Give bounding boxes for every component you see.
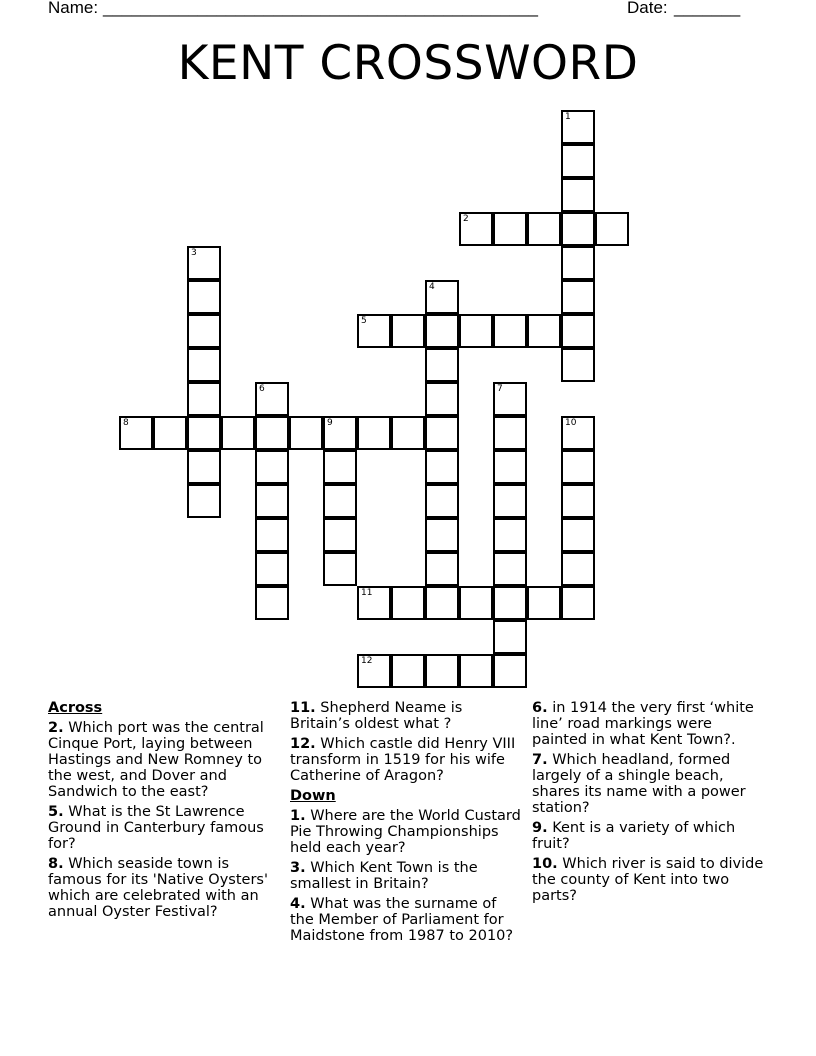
crossword-cell[interactable]	[493, 518, 527, 552]
crossword-cell[interactable]	[391, 314, 425, 348]
clue-number: 5.	[48, 804, 64, 820]
crossword-cell[interactable]	[561, 178, 595, 212]
clue-across-12	[290, 736, 522, 784]
crossword-cell[interactable]	[425, 552, 459, 586]
crossword-cell[interactable]	[425, 586, 459, 620]
crossword-cell[interactable]	[187, 314, 221, 348]
crossword-cell[interactable]	[561, 484, 595, 518]
crossword-cell[interactable]	[561, 280, 595, 314]
crossword-cell[interactable]	[425, 518, 459, 552]
crossword-cell[interactable]	[493, 382, 527, 416]
clue-across-8	[48, 856, 280, 920]
crossword-cell[interactable]	[323, 552, 357, 586]
clue-across-11	[290, 700, 522, 732]
clue-text: What was the surname of the Member of Parliament for Maidstone from 1987 to 2010?	[290, 896, 514, 944]
crossword-cell[interactable]	[561, 586, 595, 620]
crossword-cell[interactable]	[561, 348, 595, 382]
clue-number: 1.	[290, 808, 306, 824]
crossword-cell[interactable]	[255, 586, 289, 620]
clue-number: 12.	[290, 736, 316, 752]
crossword-cell[interactable]	[425, 280, 459, 314]
crossword-cell[interactable]	[561, 518, 595, 552]
date-label: Date:	[627, 0, 668, 17]
crossword-cell[interactable]	[425, 382, 459, 416]
clue-text: What is the St Lawrence Ground in Canterbury famous for?	[48, 804, 264, 852]
crossword-cell[interactable]	[187, 382, 221, 416]
crossword-cell[interactable]	[391, 416, 425, 450]
clues-column-3	[532, 700, 764, 908]
crossword-cell[interactable]	[425, 348, 459, 382]
crossword-cell[interactable]	[391, 654, 425, 688]
crossword-cell[interactable]	[493, 450, 527, 484]
clue-number-label: 7	[497, 384, 503, 394]
clue-number-label: 11	[361, 588, 373, 598]
crossword-cell[interactable]	[187, 280, 221, 314]
crossword-cell[interactable]	[255, 450, 289, 484]
date-field[interactable]: _______	[674, 0, 741, 17]
clue-number: 8.	[48, 856, 64, 872]
crossword-cell[interactable]	[561, 314, 595, 348]
clue-across-2	[48, 720, 280, 800]
crossword-cell[interactable]	[255, 552, 289, 586]
crossword-cell[interactable]	[425, 314, 459, 348]
crossword-cell[interactable]	[561, 450, 595, 484]
clue-text: Which port was the central Cinque Port, laying between Hastings and New Romney to the west, and Dover and Sandwich to the east?	[48, 720, 264, 800]
crossword-cell[interactable]	[357, 416, 391, 450]
crossword-cell[interactable]	[493, 212, 527, 246]
name-label: Name:	[48, 0, 99, 17]
clue-number: 7.	[532, 752, 548, 768]
crossword-cell[interactable]	[527, 212, 561, 246]
clue-number: 11.	[290, 700, 316, 716]
crossword-cell[interactable]	[153, 416, 187, 450]
crossword-cell[interactable]	[493, 654, 527, 688]
clue-number-label: 12	[361, 656, 373, 666]
crossword-cell[interactable]	[595, 212, 629, 246]
clue-number-label: 8	[123, 418, 129, 428]
crossword-cell[interactable]	[561, 552, 595, 586]
clue-number-label: 2	[463, 214, 469, 224]
crossword-cell[interactable]	[357, 314, 391, 348]
clue-number-label: 10	[565, 418, 577, 428]
crossword-cell[interactable]	[255, 518, 289, 552]
crossword-cell[interactable]	[425, 416, 459, 450]
clue-number-label: 4	[429, 282, 435, 292]
crossword-cell[interactable]	[459, 212, 493, 246]
crossword-cell[interactable]	[425, 450, 459, 484]
clue-number: 4.	[290, 896, 306, 912]
crossword-cell[interactable]	[425, 484, 459, 518]
clue-text: Shepherd Neame is Britain’s oldest what ?	[290, 700, 463, 732]
clue-number-label: 9	[327, 418, 333, 428]
crossword-cell[interactable]	[459, 654, 493, 688]
crossword-cell[interactable]	[119, 416, 153, 450]
crossword-cell[interactable]	[187, 416, 221, 450]
crossword-cell[interactable]	[527, 314, 561, 348]
crossword-cell[interactable]	[255, 484, 289, 518]
crossword-cell[interactable]	[493, 552, 527, 586]
page-title: KENT CROSSWORD	[177, 36, 639, 91]
crossword-cell[interactable]	[323, 416, 357, 450]
clue-down-1	[290, 808, 522, 856]
clues-column-1	[48, 700, 280, 924]
clues-column-2	[290, 700, 522, 948]
crossword-cell[interactable]	[187, 348, 221, 382]
clue-number-label: 5	[361, 316, 367, 326]
clue-number: 10.	[532, 856, 558, 872]
crossword-cell[interactable]	[561, 416, 595, 450]
crossword-cell[interactable]	[323, 484, 357, 518]
crossword-cell[interactable]	[459, 586, 493, 620]
clue-text: Which seaside town is famous for its 'Native Oysters' which are celebrated with an annual Oyster Festival?	[48, 856, 268, 920]
across-heading: Across	[48, 700, 103, 716]
crossword-cell[interactable]	[357, 654, 391, 688]
clue-number: 9.	[532, 820, 548, 836]
crossword-cell[interactable]	[493, 416, 527, 450]
crossword-cell[interactable]	[391, 586, 425, 620]
clue-text: Which castle did Henry VIII transform in 1519 for his wife Catherine of Aragon?	[290, 736, 516, 784]
crossword-cell[interactable]	[493, 620, 527, 654]
crossword-cell[interactable]	[561, 212, 595, 246]
crossword-cell[interactable]	[323, 450, 357, 484]
crossword-cell[interactable]	[493, 484, 527, 518]
name-field[interactable]: ______________________________________________	[103, 0, 538, 17]
crossword-cell[interactable]	[459, 314, 493, 348]
crossword-cell[interactable]	[357, 586, 391, 620]
crossword-cell[interactable]	[493, 586, 527, 620]
clue-text: in 1914 the very first ‘white line’ road markings were painted in what Kent Town?.	[532, 700, 754, 748]
crossword-cell[interactable]	[561, 246, 595, 280]
crossword-cell[interactable]	[187, 246, 221, 280]
clue-text: Which river is said to divide the county of Kent into two parts?	[532, 856, 764, 904]
clue-down-9	[532, 820, 764, 852]
clue-number: 6.	[532, 700, 548, 716]
crossword-cell[interactable]	[425, 654, 459, 688]
clue-number-label: 3	[191, 248, 197, 258]
clue-text: Which headland, formed largely of a shingle beach, shares its name with a power station?	[532, 752, 746, 816]
crossword-cell[interactable]	[493, 314, 527, 348]
crossword-cell[interactable]	[187, 450, 221, 484]
crossword-cell[interactable]	[561, 110, 595, 144]
crossword-cell[interactable]	[221, 416, 255, 450]
down-heading: Down	[290, 788, 336, 804]
crossword-cell[interactable]	[289, 416, 323, 450]
clue-down-4	[290, 896, 522, 944]
clue-number: 2.	[48, 720, 64, 736]
crossword-cell[interactable]	[527, 586, 561, 620]
clue-text: Which Kent Town is the smallest in Britain?	[290, 860, 478, 892]
crossword-cell[interactable]	[255, 416, 289, 450]
clue-down-10	[532, 856, 764, 904]
clue-down-3	[290, 860, 522, 892]
clue-number-label: 1	[565, 112, 571, 122]
clue-text: Kent is a variety of which fruit?	[532, 820, 736, 852]
clue-text: Where are the World Custard Pie Throwing Championships held each year?	[290, 808, 521, 856]
clue-number-label: 6	[259, 384, 265, 394]
clue-number: 3.	[290, 860, 306, 876]
crossword-cell[interactable]	[561, 144, 595, 178]
clue-across-5	[48, 804, 280, 852]
crossword-cell[interactable]	[187, 484, 221, 518]
crossword-cell[interactable]	[255, 382, 289, 416]
crossword-cell[interactable]	[323, 518, 357, 552]
clue-down-6	[532, 700, 764, 748]
clue-down-7	[532, 752, 764, 816]
